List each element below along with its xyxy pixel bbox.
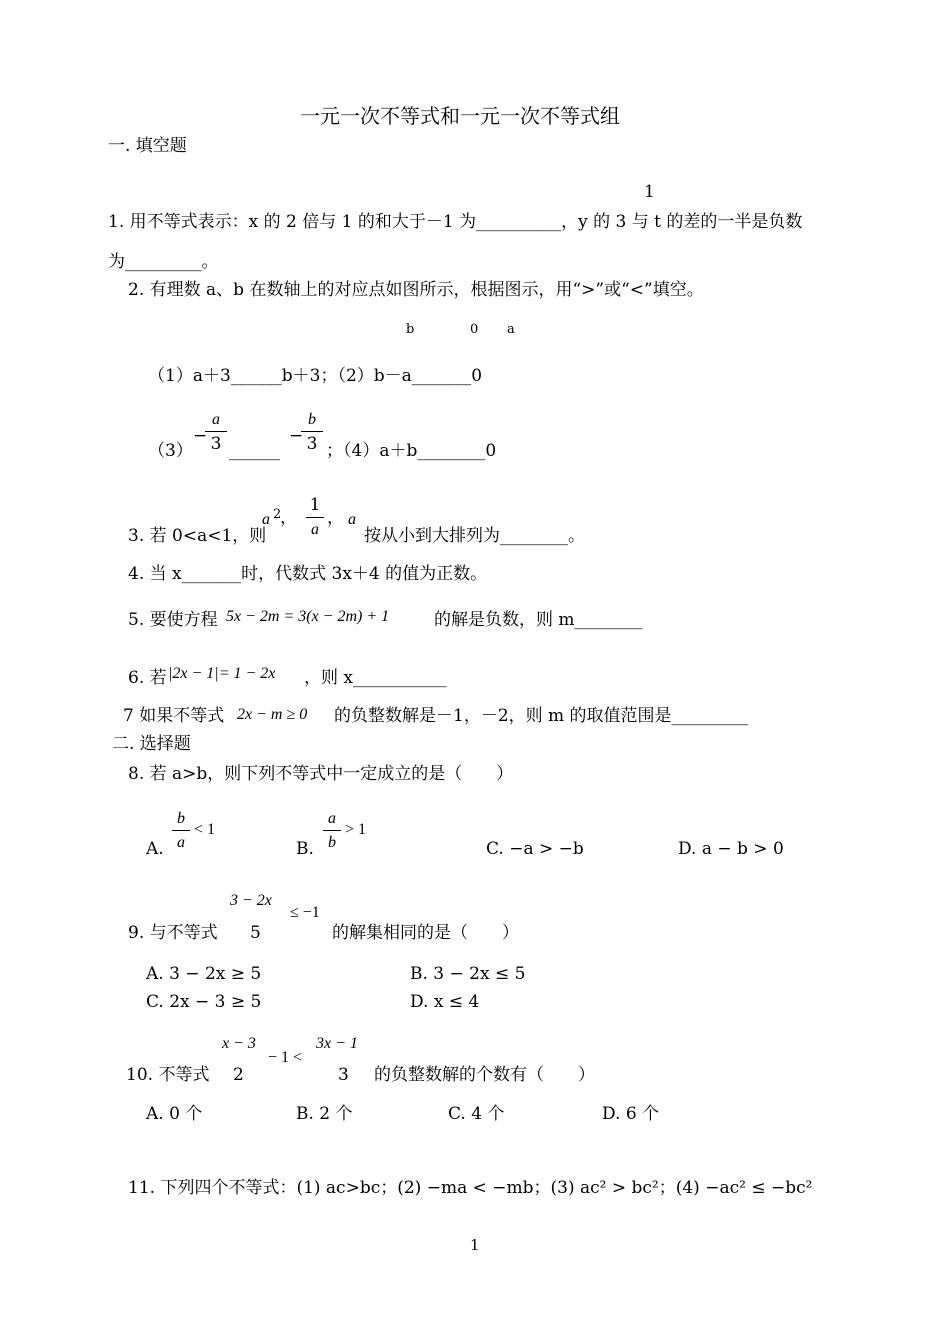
option-c: C. −a > −b [486, 839, 584, 859]
number-line-label-0: 0 [470, 322, 479, 337]
question-2-sub-3-label: （3） [148, 441, 193, 461]
question-1-line-2: 为_________。 [108, 252, 219, 272]
question-2-sub-3-blank: ______ [229, 441, 280, 461]
fraction-bar [306, 517, 324, 518]
question-2-sub-1-2: （1）a＋3______b＋3；（2）b－a_______0 [148, 366, 483, 386]
fraction-numerator: x − 3 [222, 1035, 256, 1052]
fraction-numerator: 3x − 1 [316, 1035, 358, 1052]
option-d: D. x ≤ 4 [410, 992, 480, 1012]
option-a-relation: < 1 [194, 821, 216, 838]
question-3-text: 3. 若 0<a<1，则 [128, 526, 267, 546]
fraction-b-over-a [172, 809, 190, 852]
comma: ， [327, 508, 344, 528]
fraction-denominator: a [311, 521, 319, 539]
minus-sign: − [289, 426, 304, 446]
fraction-denominator: 3 [306, 434, 318, 455]
question-6-tail: ，则 x___________ [304, 668, 447, 688]
question-3-tail: 按从小到大排列为________。 [364, 526, 585, 546]
question-10-tail: 的负整数解的个数有（ ） [374, 1065, 595, 1085]
question-2-sub-4: ；（4）a＋b________0 [326, 441, 497, 461]
inequality-relation: ≤ −1 [290, 904, 320, 921]
question-1-line-1: 1. 用不等式表示：x 的 2 倍与 1 的和大于－1 为__________，y 的 3 与 t 的差的一半是负数 [108, 212, 803, 232]
fraction-numerator: a [328, 810, 336, 827]
option-b-relation: > 1 [345, 821, 367, 838]
variable-a: a [348, 511, 356, 528]
option-d: D. a − b > 0 [678, 839, 784, 859]
question-5-text: 5. 要使方程 [128, 610, 218, 630]
equation: 5x − 2m = 3(x − 2m) + 1 [226, 608, 390, 625]
option-b-label: B. [296, 839, 314, 859]
fraction-denominator: b [328, 834, 336, 852]
fraction-denominator: 5 [250, 923, 261, 943]
fraction-denominator: a [177, 834, 185, 852]
option-a: A. 3 − 2x ≥ 5 [146, 964, 262, 984]
question-4-text: 4. 当 x_______时，代数式 3x＋4 的值为正数。 [128, 564, 488, 584]
q1-fraction-numerator: 1 [644, 182, 655, 202]
inequality: 2x − m ≥ 0 [237, 706, 308, 723]
a-squared-exponent: 2 [273, 507, 282, 522]
fraction-bar [301, 431, 323, 432]
number-line-label-b: b [406, 322, 415, 337]
minus-sign: − [193, 426, 208, 446]
fraction-numerator: b [177, 810, 185, 827]
fraction-numerator: a [212, 411, 220, 428]
fraction-bar [323, 830, 341, 831]
fraction-numerator: b [308, 411, 316, 428]
fraction-numerator: 1 [309, 495, 321, 515]
section-heading-fill-blank: 一. 填空题 [108, 136, 187, 156]
page-title: 一元一次不等式和一元一次不等式组 [300, 104, 620, 128]
fraction-b-over-3 [301, 410, 323, 455]
question-9-tail: 的解集相同的是（ ） [332, 923, 519, 943]
option-c: C. 2x − 3 ≥ 5 [146, 992, 262, 1012]
option-b: B. 2 个 [296, 1104, 353, 1124]
option-a: A. 0 个 [146, 1104, 203, 1124]
question-10-text: 10. 不等式 [126, 1065, 210, 1085]
option-c: C. 4 个 [448, 1104, 505, 1124]
option-d: D. 6 个 [602, 1104, 660, 1124]
option-a-label: A. [146, 839, 164, 859]
inequality-relation: − 1 < [268, 1049, 303, 1066]
section-heading-multiple-choice: 二. 选择题 [112, 734, 191, 754]
question-9-text: 9. 与不等式 [128, 923, 218, 943]
question-6-text: 6. 若 [128, 668, 167, 688]
number-line-label-a: a [507, 322, 515, 337]
question-7-text: 7 如果不等式 [123, 706, 225, 726]
question-7-tail: 的负整数解是－1，－2，则 m 的取值范围是_________ [334, 706, 749, 726]
page-number: 1 [470, 1236, 480, 1254]
fraction-bar [172, 830, 190, 831]
comma: ， [280, 508, 297, 528]
fraction-1-over-a [306, 495, 324, 540]
equation: |2x − 1|= 1 − 2x [168, 665, 276, 682]
fraction-numerator: 3 − 2x [230, 892, 272, 909]
fraction-denominator: 3 [210, 434, 222, 455]
question-8-text: 8. 若 a>b，则下列不等式中一定成立的是（ ） [128, 764, 514, 784]
question-11-text: 11. 下列四个不等式：(1) ac>bc；(2) −ma < −mb；(3) ac² > bc²；(4) −ac² ≤ −bc² [128, 1178, 813, 1198]
option-b: B. 3 − 2x ≤ 5 [410, 964, 526, 984]
fraction-a-over-3 [205, 410, 227, 455]
fraction-denominator: 3 [338, 1065, 349, 1085]
question-2-text: 2. 有理数 a、b 在数轴上的对应点如图所示，根据图示，用“>”或“<”填空。 [128, 280, 704, 300]
fraction-a-over-b [323, 809, 341, 852]
a-squared-base: a [262, 511, 270, 528]
fraction-denominator: 2 [233, 1065, 244, 1085]
fraction-bar [205, 431, 227, 432]
question-5-tail: 的解是负数，则 m________ [434, 610, 643, 630]
